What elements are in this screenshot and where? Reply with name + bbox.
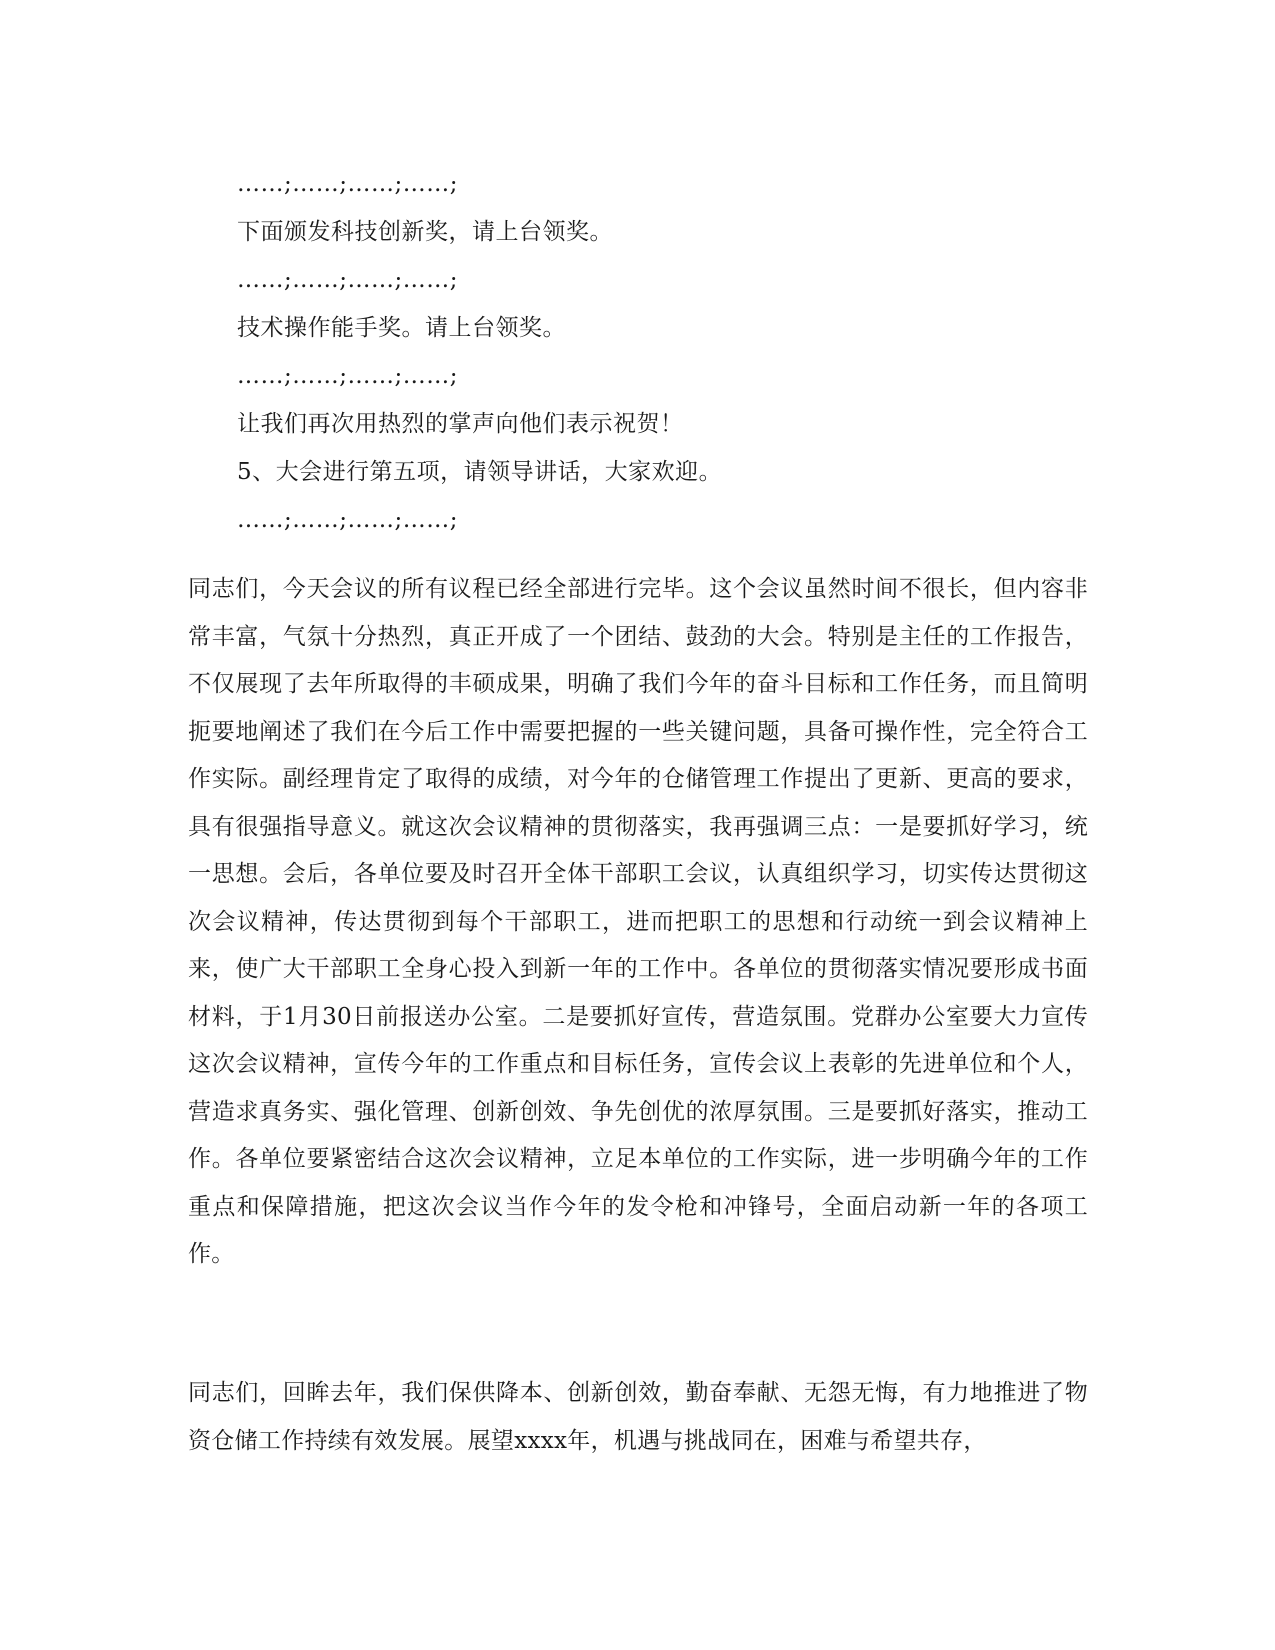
congratulation-line: 让我们再次用热烈的掌声向他们表示祝贺！ bbox=[237, 411, 684, 437]
ellipsis-line: ……;……;……;……; bbox=[237, 171, 458, 197]
indented-lines bbox=[237, 160, 1097, 544]
closing-paragraph: 同志们，今天会议的所有议程已经全部进行完毕。这个会议虽然时间不很长，但内容非常丰富，气氛十分热烈，真正开成了一个团结、鼓劲的大会。特别是主任的工作报告，不仅展现了去年所取得的丰硕成果，明确了我们今年的奋斗目标和工作任务，而且简明扼要地阐述了我们在今后工作中需要把握的一些关键问题，具备可操作性，完全符合工作实际。副经理肯定了取得的成绩，对今年的仓储管理工作提出了更新、更高的要求，具有很强指导意义。就这次会议精神的贯彻落实，我再强调三点：一是要抓好学习，统一思想。会后，各单位要及时召开全体干部职工会议，认真组织学习，切实传达贯彻这次会议精神，传达贯彻到每个干部职工，进而把职工的思想和行动统一到会议精神上来，使广大干部职工全身心投入到新一年的工作中。各单位的贯彻落实情况要形成书面材料，于1月30日前报送办公室。二是要抓好宣传，营造氛围。党群办公室要大力宣传这次会议精神，宣传今年的工作重点和目标任务，宣传会议上表彰的先进单位和个人，营造求真务实、强化管理、创新创效、争先创优的浓厚氛围。三是要抓好落实，推动工作。各单位要紧密结合这次会议精神，立足本单位的工作实际，进一步明确今年的工作重点和保障措施，把这次会议当作今年的发令枪和冲锋号，全面启动新一年的各项工作。 bbox=[188, 576, 1088, 1267]
award-line-tech-innovation: 下面颁发科技创新奖，请上台领奖。 bbox=[237, 219, 613, 245]
outlook-paragraph: 同志们，回眸去年，我们保供降本、创新创效，勤奋奉献、无怨无悔，有力地推进了物资仓储工作持续有效发展。展望xxxx年，机遇与挑战同在，困难与希望共存， bbox=[188, 1380, 1088, 1454]
ellipsis-line: ……;……;……;……; bbox=[237, 363, 458, 389]
award-line-tech-operation: 技术操作能手奖。请上台领奖。 bbox=[237, 315, 566, 341]
ellipsis-line: ……;……;……;……; bbox=[237, 507, 458, 533]
ellipsis-line: ……;……;……;……; bbox=[237, 267, 458, 293]
agenda-item-5: 5、大会进行第五项，请领导讲话，大家欢迎。 bbox=[237, 459, 723, 485]
